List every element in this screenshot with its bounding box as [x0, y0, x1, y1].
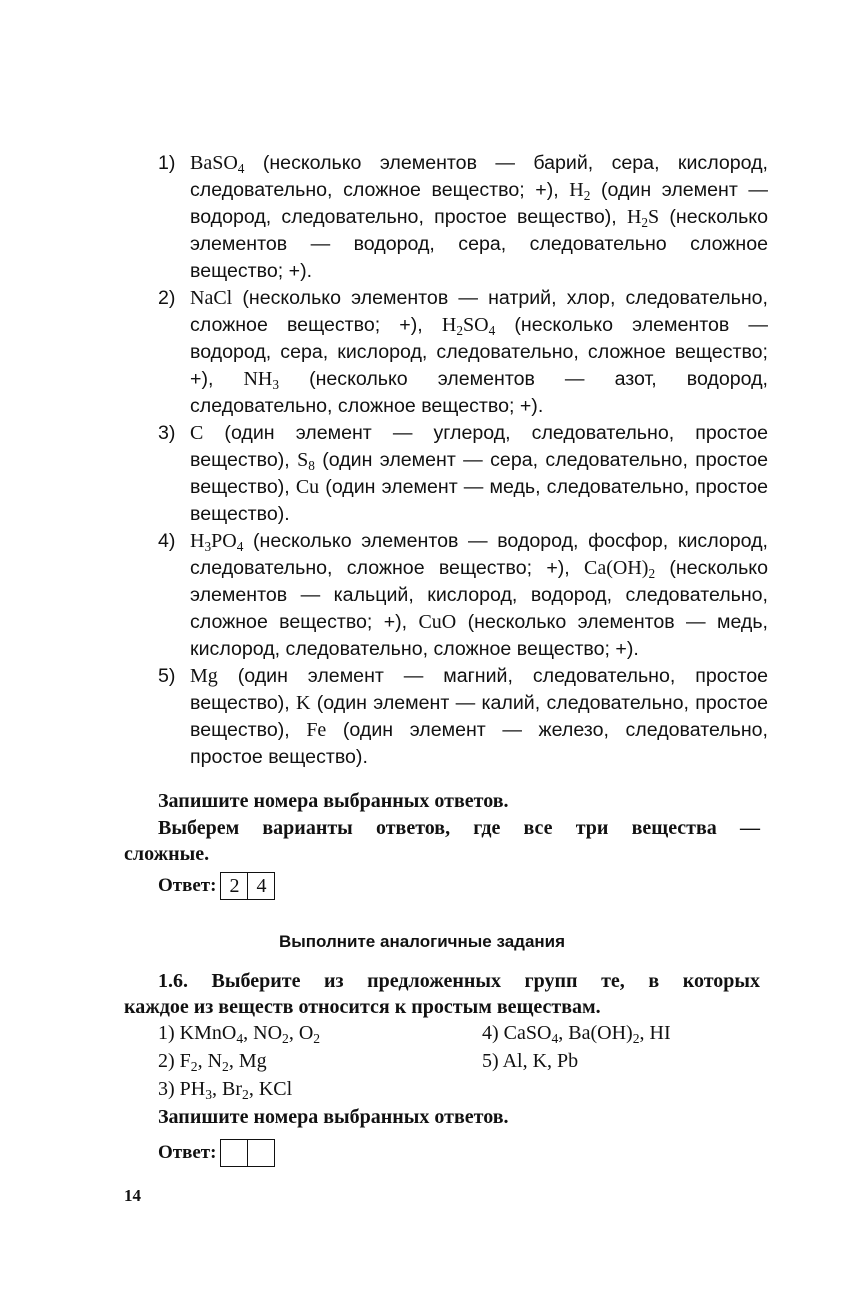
solution-item — [158, 420, 768, 528]
answer-option-number: 3) — [158, 1078, 175, 1100]
formula-subscript: 4 — [237, 160, 245, 176]
chemical-formula: CaSO — [503, 1022, 552, 1044]
chemical-formula: S — [297, 449, 309, 471]
chemical-formula: H — [569, 179, 584, 201]
chemical-formula: F — [179, 1050, 191, 1072]
formula-subscript: 2 — [190, 1059, 198, 1075]
chemical-formula: S — [648, 206, 660, 228]
formula-subscript: 4 — [488, 322, 496, 338]
formula-subscript: 2 — [583, 187, 591, 203]
task-answer-cell[interactable] — [247, 1140, 274, 1166]
answer-option — [158, 1020, 320, 1046]
task-write-numbers-instruction: Запишите номера выбранных ответов. — [158, 1106, 509, 1128]
write-numbers-instruction: Запишите номера выбранных ответов. — [158, 790, 509, 812]
formula-subscript: 2 — [282, 1031, 289, 1047]
formula-subscript: 4 — [236, 1031, 244, 1047]
chemical-formula: , N — [197, 1050, 223, 1072]
answer-option-number: 5) — [482, 1050, 499, 1072]
explanation-text: (один элемент — медь, следовательно, простое вещество). — [190, 476, 769, 525]
answer-block — [158, 872, 275, 900]
solution-item-number: 1) — [158, 152, 176, 174]
chemical-formula: C — [190, 422, 204, 444]
chemical-formula: Ca(OH) — [584, 557, 649, 579]
answer-option — [158, 1076, 292, 1102]
explanation-text: (один элемент — сера, следовательно, простое вещество), — [190, 449, 769, 498]
explanation-text: (один элемент — углерод, следовательно, простое вещество), — [190, 422, 768, 471]
solution-item — [158, 150, 768, 285]
formula-subscript: 4 — [236, 538, 244, 554]
chemical-formula: , KCl — [248, 1078, 293, 1100]
chemical-formula: NH — [243, 368, 273, 390]
explanation-text: (несколько элементов — барий, сера, кислород, следовательно, сложное вещество; +), — [190, 152, 768, 201]
chemical-formula: , NO — [243, 1022, 283, 1044]
formula-subscript: 8 — [308, 457, 315, 473]
explanation-text: (несколько элементов — азот, водород, следовательно, сложное вещество; +). — [190, 368, 769, 417]
explanation-text: (несколько элементов — медь, кислород, следовательно, сложное вещество; +). — [190, 611, 769, 660]
task-answer-cells — [220, 1139, 275, 1167]
chemical-formula: H — [626, 206, 642, 228]
chemical-formula: Cu — [295, 476, 320, 498]
answer-cell: 4 — [247, 873, 274, 899]
chemical-formula: , Mg — [228, 1050, 267, 1072]
chemical-formula: , HI — [639, 1022, 671, 1044]
formula-subscript: 2 — [641, 214, 649, 230]
explanation-text: (один элемент — калий, следовательно, простое вещество), — [190, 692, 769, 741]
page-number: 14 — [124, 1186, 141, 1205]
explanation-text: (несколько элементов — водород, фосфор, кислород, следовательно, сложное вещество; +), — [190, 530, 768, 579]
answer-option — [482, 1020, 671, 1046]
answer-label: Ответ: — [158, 875, 217, 896]
chemical-formula: PO — [211, 530, 237, 552]
answer-cells — [220, 872, 275, 900]
formula-subscript: 2 — [242, 1087, 249, 1103]
task-answer-block — [158, 1139, 275, 1167]
task-answer-cell[interactable] — [221, 1140, 247, 1166]
solution-item-number: 5) — [158, 665, 176, 687]
formula-subscript: 4 — [551, 1031, 559, 1047]
task-answer-label: Ответ: — [158, 1142, 217, 1163]
chemical-formula: H — [441, 314, 457, 336]
answer-option-number: 2) — [158, 1050, 175, 1072]
chemical-formula: CuO — [418, 611, 457, 633]
formula-subscript: 3 — [204, 538, 212, 554]
chemical-formula: K — [296, 692, 311, 714]
answer-option-number: 1) — [158, 1022, 175, 1044]
solution-item-number: 2) — [158, 287, 176, 309]
chemical-formula: , Ba(OH) — [558, 1022, 633, 1044]
chemical-formula: KMnO — [179, 1022, 237, 1044]
solution-item-number: 4) — [158, 530, 176, 552]
solution-item — [158, 663, 768, 771]
explanation-text: (несколько элементов — водород, сера, кислород, следовательно, сложное вещество; +), — [190, 314, 769, 390]
formula-subscript: 2 — [648, 565, 656, 581]
solution-list — [158, 150, 768, 771]
chemical-formula: , Br — [212, 1078, 243, 1100]
answer-option-number: 4) — [482, 1022, 499, 1044]
task-statement-line-1 — [158, 968, 760, 994]
chemical-formula: NaCl — [190, 287, 233, 309]
solution-item — [158, 285, 768, 420]
task-text-1: Выберите из предложенных групп те, в которых — [188, 970, 760, 992]
explanation-text: (несколько элементов — кальций, кислород, водород, следовательно, сложное вещество; +), — [190, 557, 768, 633]
explanation-text: (несколько элементов — водород, сера, следовательно сложное вещество; +). — [190, 206, 768, 282]
chemical-formula: PH — [179, 1078, 206, 1100]
answer-option — [158, 1048, 267, 1074]
answer-option — [482, 1048, 578, 1074]
task-number: 1.6. — [158, 970, 188, 992]
formula-subscript: 3 — [205, 1087, 213, 1103]
explanation-line-1: Выберем варианты ответов, где все три вещества — — [158, 817, 760, 839]
chemical-formula: Mg — [190, 665, 218, 687]
formula-subscript: 3 — [272, 376, 280, 392]
chemical-formula: Fe — [306, 719, 327, 741]
formula-subscript: 2 — [632, 1031, 640, 1047]
explanation-line-2: сложные. — [124, 843, 210, 865]
chemical-formula: SO — [462, 314, 489, 336]
explanation-text: (один элемент — магний, следовательно, простое вещество), — [190, 665, 768, 714]
formula-subscript: 2 — [222, 1059, 229, 1075]
chemical-formula: , O — [288, 1022, 314, 1044]
answer-cell: 2 — [229, 874, 240, 897]
formula-subscript: 2 — [456, 322, 463, 338]
section-heading: Выполните аналогичные задания — [278, 932, 566, 951]
explanation-text: (один элемент — железо, следовательно, простое вещество). — [190, 719, 768, 768]
task-statement-line-2: каждое из веществ относится к простым веществам. — [124, 996, 601, 1018]
chemical-formula: H — [190, 530, 205, 552]
explanation-text: (несколько элементов — натрий, хлор, следовательно, сложное вещество; +), — [190, 287, 768, 336]
formula-subscript: 2 — [313, 1031, 321, 1047]
solution-item-number: 3) — [158, 422, 176, 444]
chemical-formula: BaSO — [190, 152, 238, 174]
chemical-formula: Al, K, Pb — [502, 1050, 579, 1072]
explanation-text: (один элемент — водород, следовательно, простое вещество), — [190, 179, 768, 228]
solution-item — [158, 528, 768, 663]
